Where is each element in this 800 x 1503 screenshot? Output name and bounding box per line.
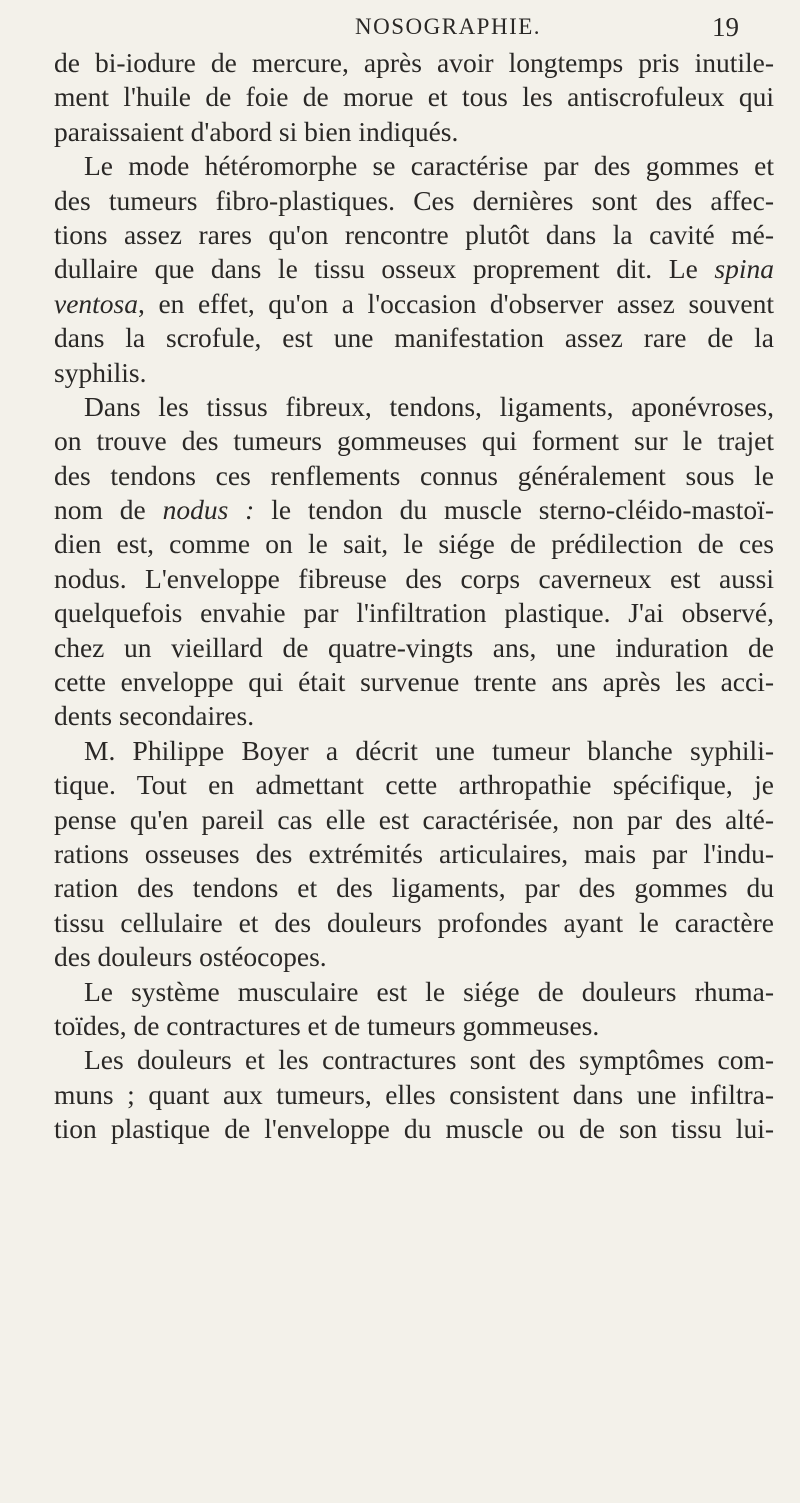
text-run: syphilis. (54, 356, 147, 388)
text-run: dents secondaires. (54, 700, 255, 732)
text-run: des douleurs ostéocopes. (54, 941, 327, 973)
text-line (54, 803, 774, 837)
text-line (54, 115, 774, 149)
text-run: tions assez rares qu'on rencontre plutôt dans la cavité mé- (54, 218, 774, 250)
text-run: toïdes, de contractures et de tumeurs gommeuses. (54, 1009, 600, 1041)
text-run: Dans les tissus fibreux, tendons, ligaments, aponévroses, (84, 390, 774, 422)
text-line (54, 1112, 774, 1146)
text-run: muns ; quant aux tumeurs, elles consistent dans une infiltra- (54, 1078, 774, 1110)
text-line (54, 871, 774, 905)
text-run: nom de (54, 494, 163, 526)
text-line (54, 356, 774, 390)
text-run: chez un vieillard de quatre-vingts ans, une induration de (54, 631, 774, 663)
text-line (54, 837, 774, 871)
text-line (54, 149, 774, 183)
text-line (54, 631, 774, 665)
text-run: de bi-iodure de mercure, après avoir longtemps pris inutile- (54, 47, 774, 78)
text-run: dullaire que dans le tissu osseux proprement dit. Le (54, 253, 715, 285)
text-run: ration des tendons et des ligaments, par des gommes du (54, 872, 774, 904)
text-line (54, 46, 774, 80)
text-line (54, 906, 774, 940)
text-line (54, 493, 774, 527)
text-run: , en effet, qu'on a l'occasion d'observer assez souvent (138, 287, 774, 319)
text-run: on trouve des tumeurs gommeuses qui forment sur le trajet (54, 425, 774, 457)
text-run: paraissaient d'abord si bien indiqués. (54, 115, 459, 147)
text-line (54, 184, 774, 218)
text-line (54, 1043, 774, 1077)
text-run: cette enveloppe qui était survenue trente ans après les acci- (54, 666, 774, 698)
italic-term: nodus : (162, 494, 255, 526)
text-line (54, 527, 774, 561)
text-line (54, 699, 774, 733)
text-run: des tumeurs fibro-plastiques. Ces dernières sont des affec- (54, 184, 774, 216)
text-line (54, 940, 774, 974)
text-line (54, 734, 774, 768)
text-line (54, 665, 774, 699)
body-text (54, 46, 774, 1147)
text-run: des tendons ces renflements connus généralement sous le (54, 459, 774, 491)
text-run: ment l'huile de foie de morue et tous les antiscrofuleux qui (54, 81, 774, 113)
text-line (54, 252, 774, 286)
text-line (54, 390, 774, 424)
text-run: quelquefois envahie par l'infiltration plastique. J'ai observé, (54, 597, 774, 629)
text-line (54, 459, 774, 493)
text-run: dans la scrofule, est une manifestation assez rare de la (54, 322, 774, 354)
text-run: Le système musculaire est le siége de douleurs rhuma- (84, 975, 774, 1007)
text-run: pense qu'en pareil cas elle est caractérisée, non par des alté- (54, 803, 774, 835)
page-header (0, 10, 800, 46)
text-line (54, 1078, 774, 1112)
text-run: nodus. L'enveloppe fibreuse des corps caverneux est aussi (54, 562, 774, 594)
text-run: Le mode hétéromorphe se caractérise par des gommes et (84, 150, 774, 182)
italic-term: spina (714, 253, 774, 285)
text-line (54, 80, 774, 114)
text-run: tissu cellulaire et des douleurs profondes ayant le caractère (54, 906, 774, 938)
text-line (54, 596, 774, 630)
text-run: tique. Tout en admettant cette arthropathie spécifique, je (54, 769, 774, 801)
page-number: 19 (712, 12, 739, 42)
text-run: le tendon du muscle sterno-cléido-mastoï- (254, 494, 774, 526)
text-line (54, 424, 774, 458)
text-line (54, 321, 774, 355)
text-line (54, 768, 774, 802)
text-line (54, 975, 774, 1009)
text-run: M. Philippe Boyer a décrit une tumeur blanche syphili- (84, 734, 774, 766)
text-run: Les douleurs et les contractures sont des symptômes com- (84, 1044, 774, 1076)
text-line (54, 562, 774, 596)
text-line (54, 287, 774, 321)
text-line (54, 1009, 774, 1043)
text-line (54, 218, 774, 252)
italic-term: ventosa (54, 287, 139, 319)
text-run: dien est, comme on le sait, le siége de prédilection de ces (54, 528, 774, 560)
running-title: NOSOGRAPHIE. (355, 14, 542, 39)
text-run: rations osseuses des extrémités articulaires, mais par l'indu- (54, 837, 774, 869)
text-run: tion plastique de l'enveloppe du muscle ou de son tissu lui- (54, 1113, 774, 1145)
